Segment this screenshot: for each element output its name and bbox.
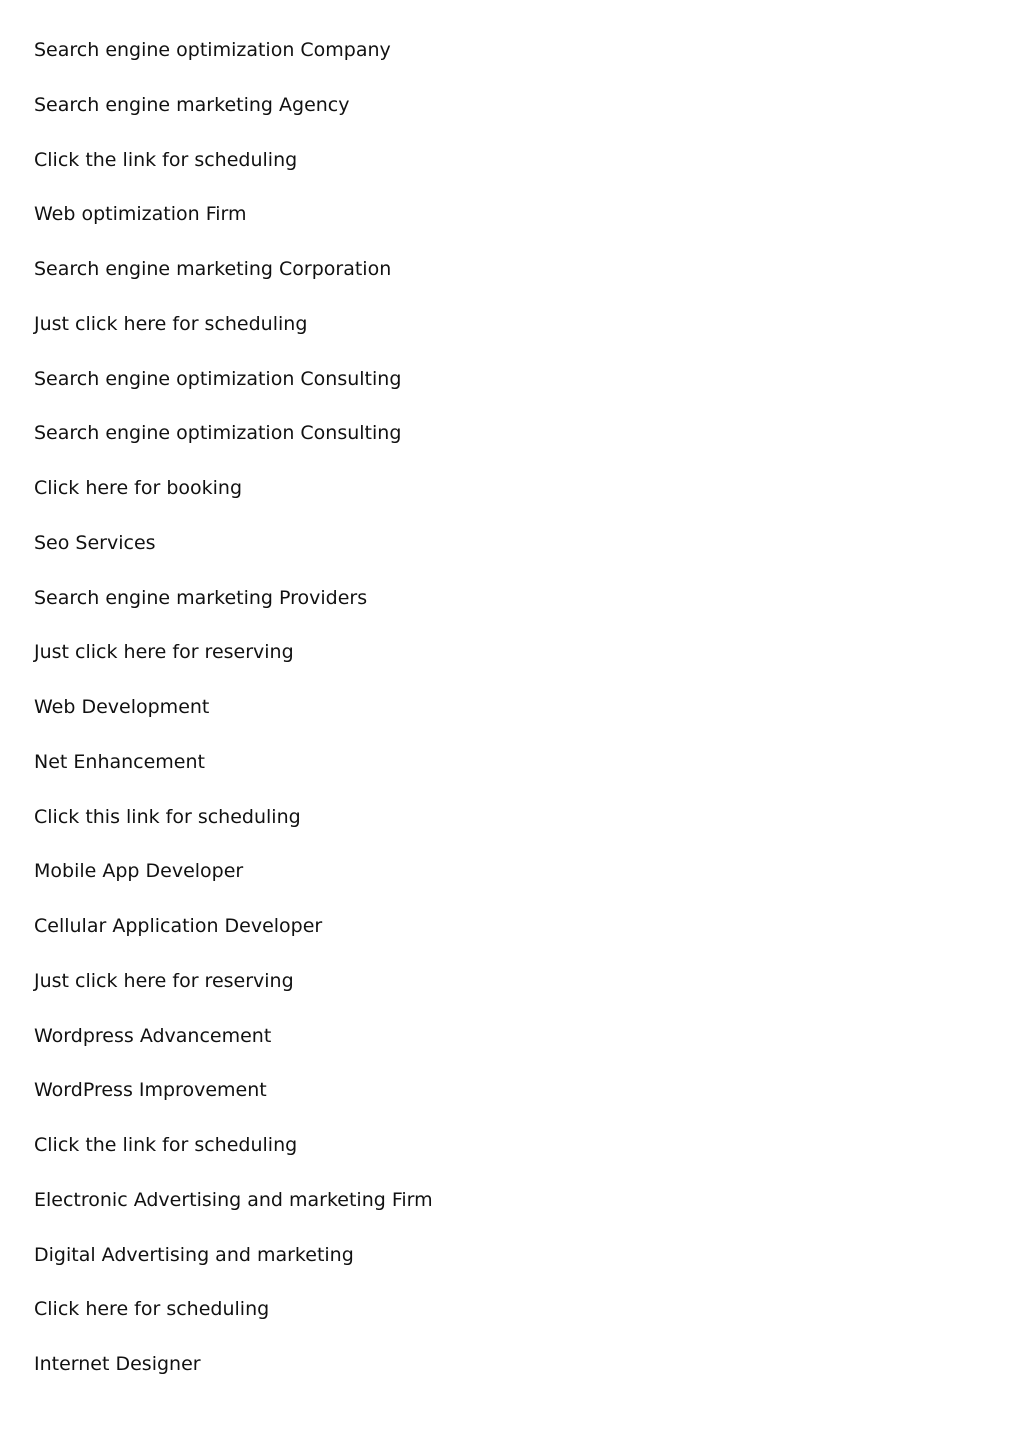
link-item[interactable]: Digital Advertising and marketing <box>34 1243 354 1266</box>
link-item[interactable]: Search engine optimization Company <box>34 39 391 61</box>
link-item[interactable]: Internet Designer <box>34 1353 201 1375</box>
link-item[interactable]: Click here for scheduling <box>34 1298 270 1321</box>
link-item[interactable]: Electronic Advertising and marketing Firm <box>34 1188 433 1211</box>
link-item[interactable]: Net Enhancement <box>34 750 205 773</box>
link-item[interactable]: Seo Services <box>34 531 156 554</box>
link-item[interactable]: Web Development <box>34 696 210 718</box>
link-item[interactable]: WordPress Improvement <box>34 1079 267 1102</box>
link-item[interactable]: Just click here for scheduling <box>34 312 308 335</box>
link-item[interactable]: Search engine marketing Providers <box>34 586 368 609</box>
link-item[interactable]: Mobile App Developer <box>34 860 244 883</box>
link-item[interactable]: Just click here for reserving <box>34 641 294 664</box>
link-item[interactable]: Search engine optimization Consulting <box>34 422 402 445</box>
link-item[interactable]: Cellular Application Developer <box>34 915 323 937</box>
link-item[interactable]: Click this link for scheduling <box>34 805 301 828</box>
link-item[interactable]: Search engine marketing Corporation <box>34 258 392 280</box>
link-list <box>34 37 433 1406</box>
link-item[interactable]: Wordpress Advancement <box>34 1024 272 1047</box>
link-item[interactable]: Click the link for scheduling <box>34 1134 298 1156</box>
link-item[interactable]: Just click here for reserving <box>34 969 294 992</box>
link-item[interactable]: Click the link for scheduling <box>34 148 298 171</box>
link-item[interactable]: Search engine marketing Agency <box>34 93 350 116</box>
link-item[interactable]: Search engine optimization Consulting <box>34 367 402 390</box>
link-item[interactable]: Web optimization Firm <box>34 203 247 226</box>
link-item[interactable]: Click here for booking <box>34 477 243 499</box>
